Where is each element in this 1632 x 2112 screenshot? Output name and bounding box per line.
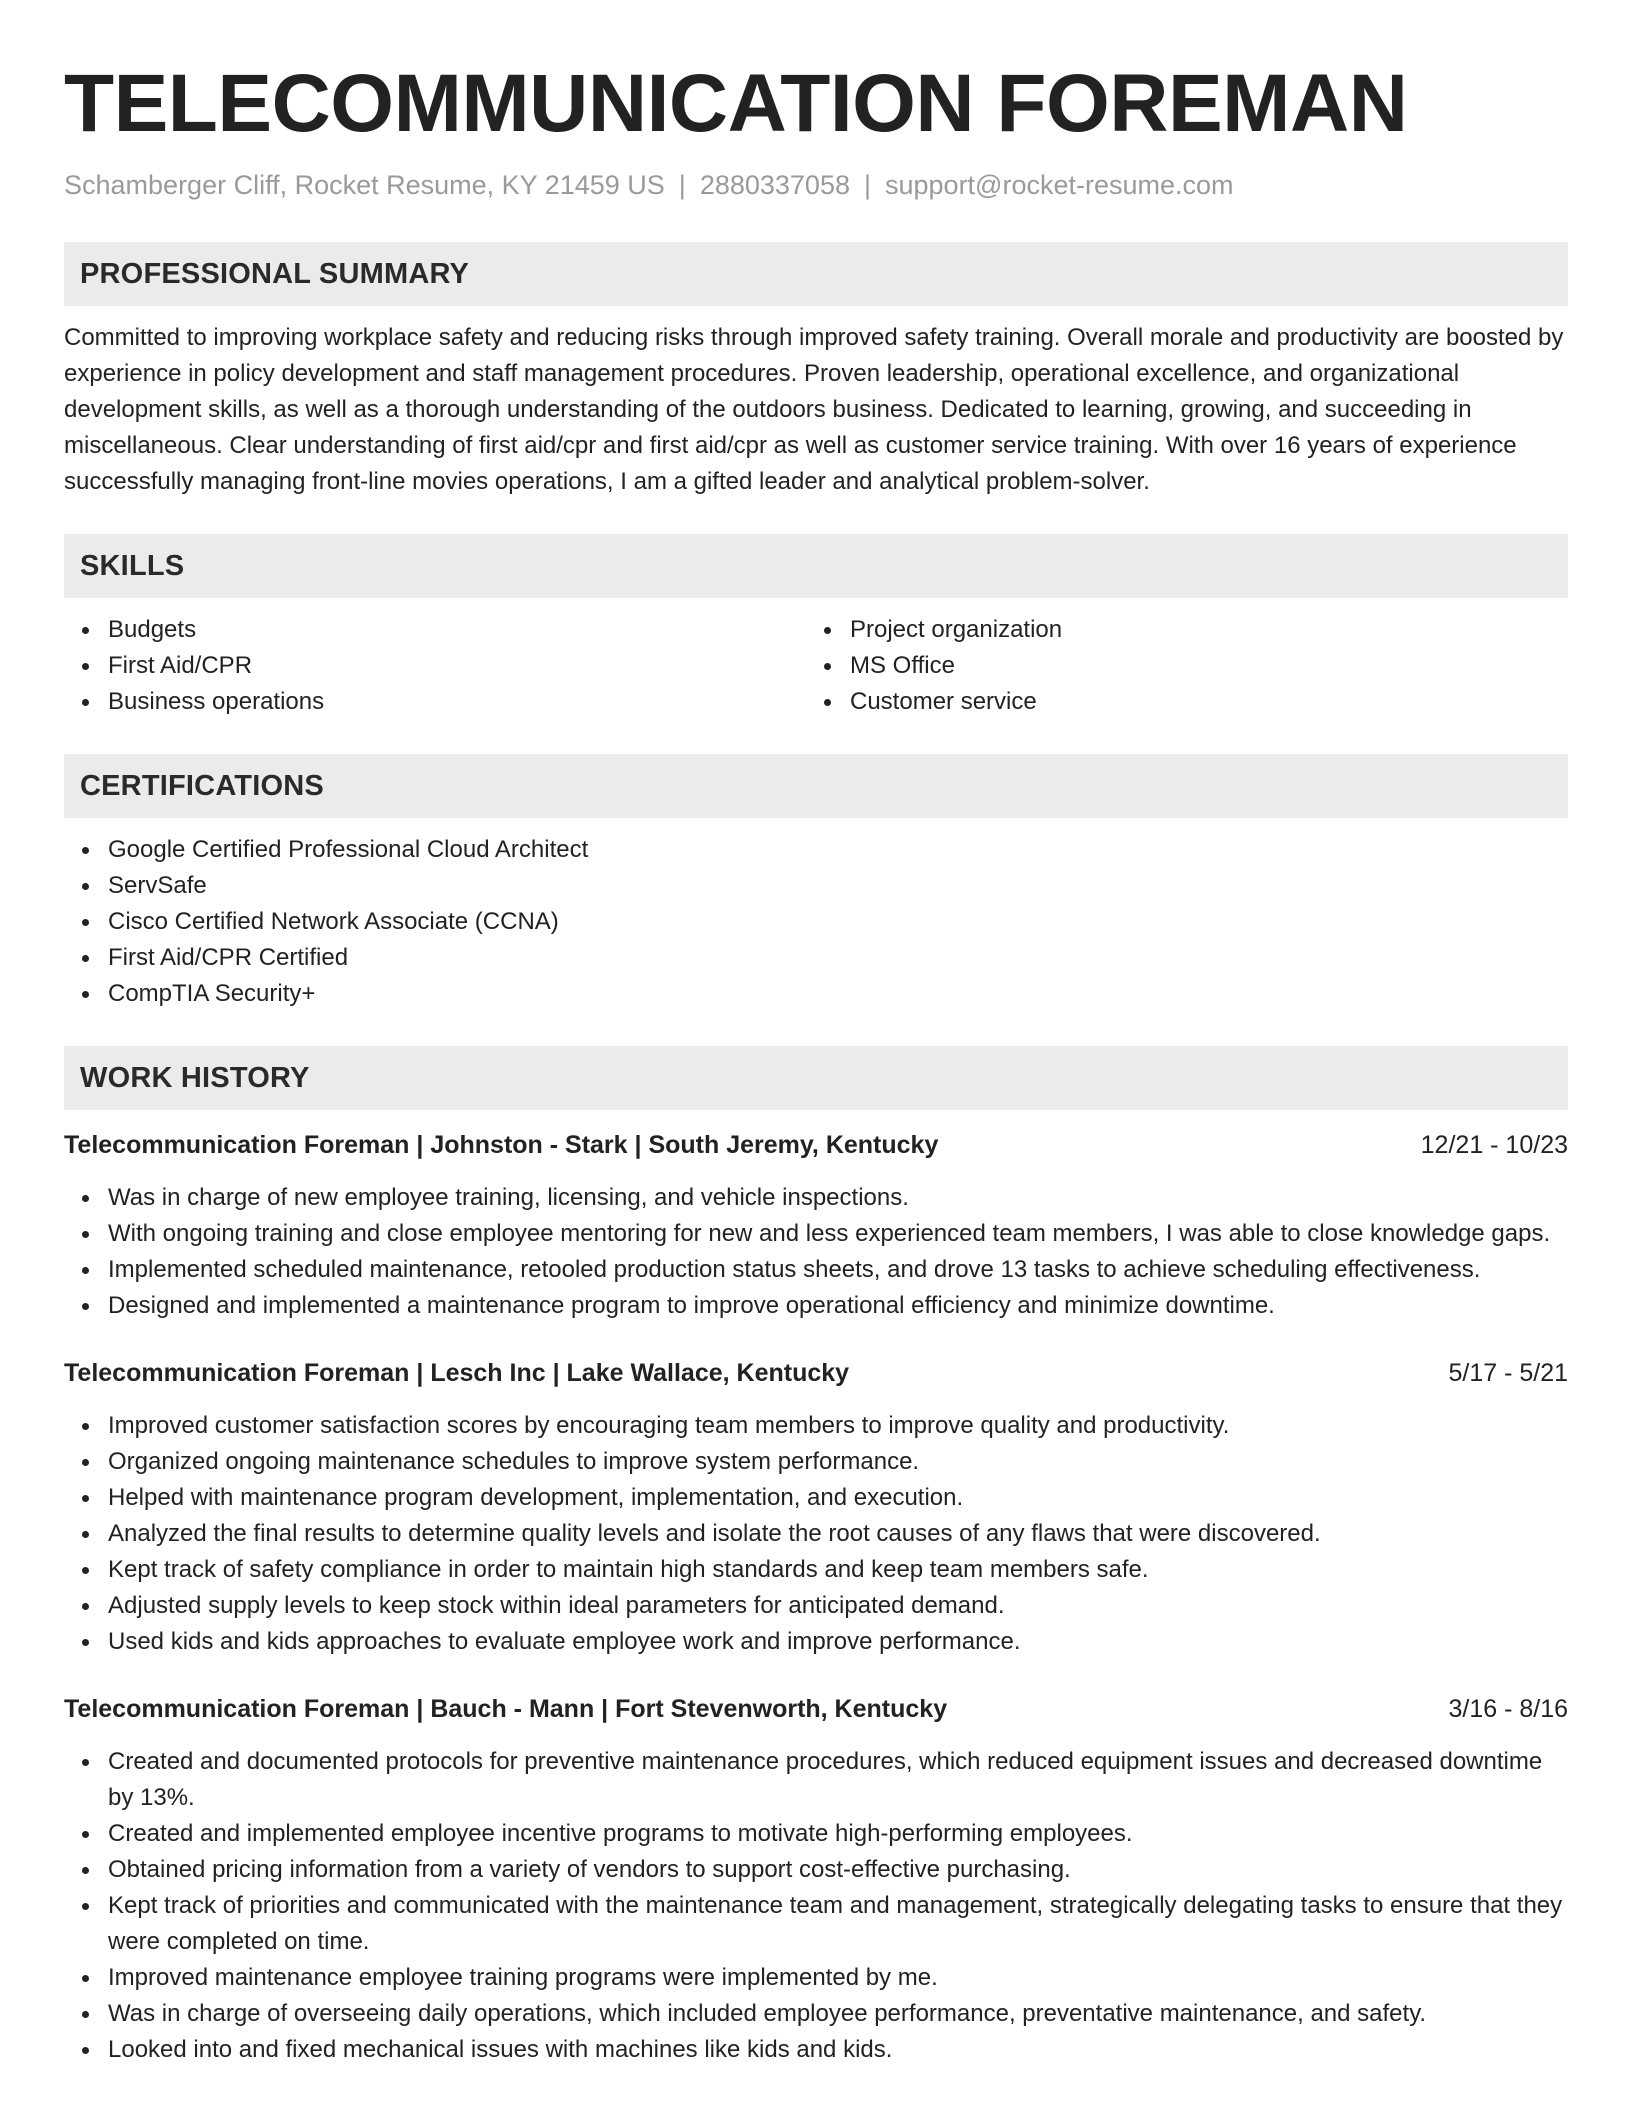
job-bullet: Organized ongoing maintenance schedules to improve system performance. xyxy=(108,1444,1568,1480)
job-bullet: Created and implemented employee incentive programs to motivate high-performing employees. xyxy=(108,1816,1568,1852)
job-bullet: Improved maintenance employee training programs were implemented by me. xyxy=(108,1960,1568,1996)
summary-section-header xyxy=(64,242,1568,306)
job-bullet: Helped with maintenance program development, implementation, and execution. xyxy=(108,1480,1568,1516)
job-bullet: Adjusted supply levels to keep stock within ideal parameters for anticipated demand. xyxy=(108,1588,1568,1624)
summary-text: Committed to improving workplace safety and reducing risks through improved safety training. Overall morale and productivity are boosted by experience in policy development and staff management procedures. Proven leadership, operational excellence, and organizational development skills, as well as a thorough understanding of the outdoors business. Dedicated to learning, growing, and succeeding in miscellaneous. Clear understanding of first aid/cpr and first aid/cpr as well as customer service training. With over 16 years of experience successfully managing front-line movies operations, I am a gifted leader and analytical problem-solver. xyxy=(64,324,1564,495)
certification-item: First Aid/CPR Certified xyxy=(108,940,1568,976)
job-bullet: Used kids and kids approaches to evaluate employee work and improve performance. xyxy=(108,1624,1568,1660)
job-bullet: Created and documented protocols for preventive maintenance procedures, which reduced equipment issues and decreased downtime by 13%. xyxy=(108,1744,1568,1816)
job-bullet: Was in charge of new employee training, licensing, and vehicle inspections. xyxy=(108,1180,1568,1216)
contact-address: Schamberger Cliff, Rocket Resume, KY 21459 US xyxy=(64,170,665,200)
skill-item: Business operations xyxy=(108,684,806,720)
certifications-section-title: CERTIFICATIONS xyxy=(80,769,324,802)
resume-page xyxy=(64,58,1568,2068)
skill-item: First Aid/CPR xyxy=(108,648,806,684)
job-entry xyxy=(64,1356,1568,1660)
job-header xyxy=(64,1128,1568,1162)
contact-phone: 2880337058 xyxy=(699,170,850,200)
job-header xyxy=(64,1356,1568,1390)
summary-section-title: PROFESSIONAL SUMMARY xyxy=(80,257,470,290)
job-bullets xyxy=(64,1180,1568,1324)
job-heading: Telecommunication Foreman | Lesch Inc | Lake Wallace, Kentucky xyxy=(64,1359,850,1387)
job-bullet: Was in charge of overseeing daily operations, which included employee performance, preventative maintenance, and safety. xyxy=(108,1996,1568,2032)
skills-column-right xyxy=(806,612,1548,720)
certifications-list xyxy=(64,832,1568,1012)
job-dates: 12/21 - 10/23 xyxy=(1420,1131,1568,1159)
candidate-name: TELECOMMUNICATION FOREMAN xyxy=(64,58,1408,149)
job-header xyxy=(64,1692,1568,1726)
job-bullet: Implemented scheduled maintenance, retooled production status sheets, and drove 13 tasks to achieve scheduling effectiveness. xyxy=(108,1252,1568,1288)
contact-separator: | xyxy=(863,170,871,200)
contact-separator: | xyxy=(678,170,686,200)
certification-item: CompTIA Security+ xyxy=(108,976,1568,1012)
job-dates: 5/17 - 5/21 xyxy=(1448,1359,1568,1387)
job-entry xyxy=(64,1692,1568,2068)
job-dates: 3/16 - 8/16 xyxy=(1448,1695,1568,1723)
certification-item: Google Certified Professional Cloud Architect xyxy=(108,832,1568,868)
job-bullets xyxy=(64,1744,1568,2068)
skill-item: Customer service xyxy=(850,684,1548,720)
work-section-header xyxy=(64,1046,1568,1110)
skill-item: Project organization xyxy=(850,612,1548,648)
skills-grid xyxy=(64,612,1568,720)
skills-section-header xyxy=(64,534,1568,598)
job-entry xyxy=(64,1128,1568,1324)
job-bullet: Designed and implemented a maintenance program to improve operational efficiency and minimize downtime. xyxy=(108,1288,1568,1324)
contact-line xyxy=(64,168,1568,202)
job-bullet: Looked into and fixed mechanical issues with machines like kids and kids. xyxy=(108,2032,1568,2068)
job-bullet: With ongoing training and close employee mentoring for new and less experienced team members, I was able to close knowledge gaps. xyxy=(108,1216,1568,1252)
job-bullet: Analyzed the final results to determine quality levels and isolate the root causes of any flaws that were discovered. xyxy=(108,1516,1568,1552)
certification-item: ServSafe xyxy=(108,868,1568,904)
contact-email[interactable]: support@rocket-resume.com xyxy=(885,170,1234,200)
skill-item: Budgets xyxy=(108,612,806,648)
job-bullet: Kept track of priorities and communicated with the maintenance team and management, strategically delegating tasks to ensure that they were completed on time. xyxy=(108,1888,1568,1960)
certification-item: Cisco Certified Network Associate (CCNA) xyxy=(108,904,1568,940)
job-heading: Telecommunication Foreman | Bauch - Mann | Fort Stevenworth, Kentucky xyxy=(64,1695,948,1723)
work-section-title: WORK HISTORY xyxy=(80,1061,310,1094)
job-bullet: Improved customer satisfaction scores by encouraging team members to improve quality and productivity. xyxy=(108,1408,1568,1444)
skill-item: MS Office xyxy=(850,648,1548,684)
job-bullets xyxy=(64,1408,1568,1660)
certifications-section-header xyxy=(64,754,1568,818)
skills-column-left xyxy=(64,612,806,720)
job-heading: Telecommunication Foreman | Johnston - Stark | South Jeremy, Kentucky xyxy=(64,1131,939,1159)
job-bullet: Kept track of safety compliance in order to maintain high standards and keep team members safe. xyxy=(108,1552,1568,1588)
job-bullet: Obtained pricing information from a variety of vendors to support cost-effective purchasing. xyxy=(108,1852,1568,1888)
skills-section-title: SKILLS xyxy=(80,549,185,582)
